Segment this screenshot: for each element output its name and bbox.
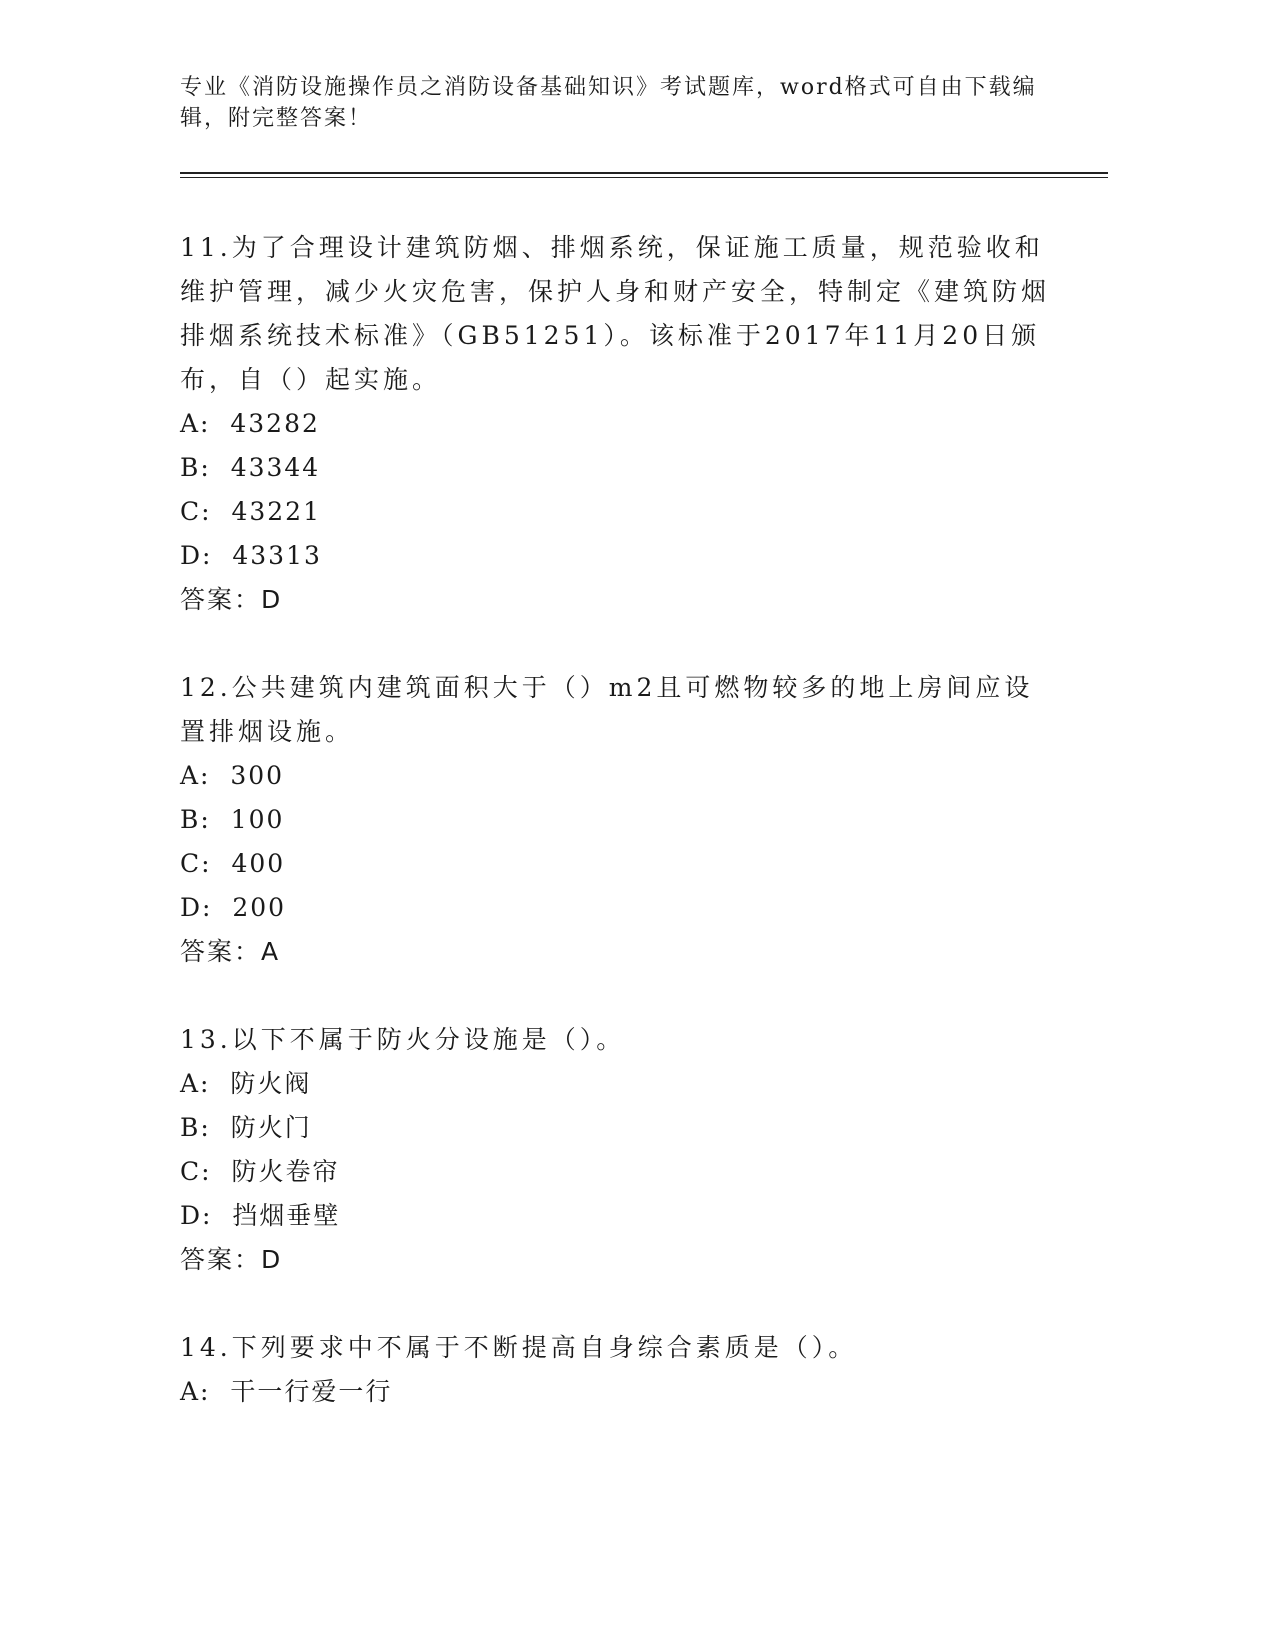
option-a: A: 43282 xyxy=(180,409,320,438)
option-c: C: 43221 xyxy=(180,497,321,526)
answer-line: 答案：D xyxy=(180,585,283,614)
question-stem: 11.为了合理设计建筑防烟、排烟系统，保证施工质量，规范验收和维护管理，减少火灾危害，保护人身和财产安全，特制定《建筑防烟排烟系统技术标准》（GB51251）。该标准于2017年11月20日颁布，自（）起实施。 xyxy=(180,233,1051,394)
question-item xyxy=(180,666,1060,974)
question-item xyxy=(180,1326,1060,1414)
question-stem: 12.公共建筑内建筑面积大于（）m2且可燃物较多的地上房间应设置排烟设施。 xyxy=(180,673,1034,746)
option-d: D: 200 xyxy=(180,893,287,922)
question-stem: 14.下列要求中不属于不断提高自身综合素质是（）。 xyxy=(180,1333,858,1362)
option-a: A: 防火阀 xyxy=(180,1069,312,1098)
option-d: D: 挡烟垂壁 xyxy=(180,1201,341,1230)
option-b: B: 43344 xyxy=(180,453,321,482)
option-a: A: 干一行爱一行 xyxy=(180,1377,393,1406)
question-item xyxy=(180,1018,1060,1282)
option-b: B: 防火门 xyxy=(180,1113,312,1142)
question-stem: 13.以下不属于防火分设施是（）。 xyxy=(180,1025,626,1054)
header-divider-thin xyxy=(180,177,1108,178)
answer-line: 答案：D xyxy=(180,1245,283,1274)
answer-line: 答案：A xyxy=(180,937,281,966)
header-divider-thick xyxy=(180,172,1108,174)
option-c: C: 防火卷帘 xyxy=(180,1157,340,1186)
option-b: B: 100 xyxy=(180,805,285,834)
option-a: A: 300 xyxy=(180,761,285,790)
option-d: D: 43313 xyxy=(180,541,322,570)
question-list xyxy=(180,226,1060,1458)
document-header: 专业《消防设施操作员之消防设备基础知识》考试题库，word格式可自由下载编辑，附完整答案！ xyxy=(180,75,1037,131)
option-c: C: 400 xyxy=(180,849,286,878)
question-item xyxy=(180,226,1060,622)
